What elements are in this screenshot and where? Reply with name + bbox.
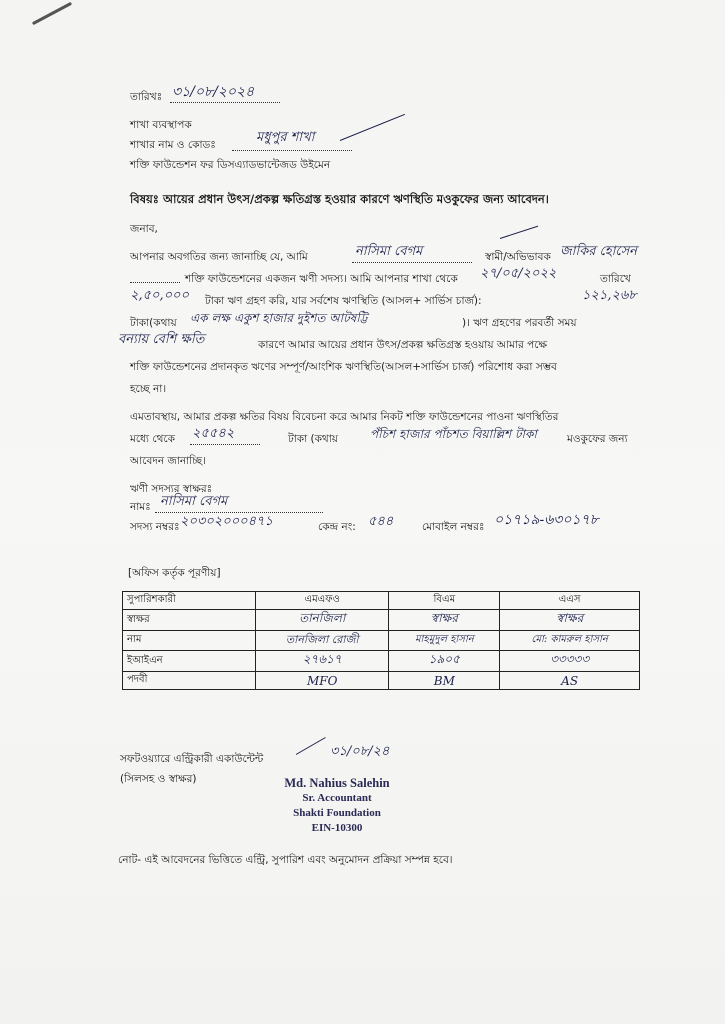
accountant-sub: (সিলসহ ও স্বাক্ষর) [120,773,197,785]
reason-handwritten: বন্যায় বেশি ক্ষতি [118,332,205,347]
addressee: শাখা ব্যবস্থাপক [130,119,192,131]
p1-line4: )। ঋণ গ্রহণের পরবর্তী সময় [462,317,577,329]
check-stroke [500,226,538,239]
row-label: স্বাক্ষর [123,610,256,631]
table-cell: ৩৩৩৩৩ [500,651,640,672]
accountant-label: সফটওয়্যারে এন্ট্রিকারী একাউন্টেন্ট [120,753,264,765]
table-header: বিএম [389,592,500,610]
p2-line3: আবেদন জানাচ্ছি। [130,455,206,467]
date-value: ৩১/০৮/২০২৪ [172,84,255,100]
name-label: নামঃ [130,501,151,513]
p2-words-label: টাকা (কথায় [288,433,338,445]
p1-line1: আপনার অবগতির জন্য জানাচ্ছি যে, আমি [130,251,308,263]
stamp-org: Shakti Foundation [293,807,381,819]
p1-line2: শক্তি ফাউন্ডেশনের একজন ঋণী সদস্য। আমি আপনার শাখা থেকে [185,273,458,285]
row-label: ইআইএন [123,651,256,672]
table-cell: AS [500,672,640,690]
name-value: নাসিমা বেগম [160,494,228,509]
center-label: কেন্দ্র নং: [318,521,356,533]
row-label: নাম [123,631,256,651]
stamp-ein: EIN-10300 [311,822,363,834]
center-value: ৫৪৪ [368,514,394,529]
p1-line7: হচ্ছে না। [130,383,167,395]
p2-line1: এমতাবস্থায়, আমার প্রকল্প ক্ষতির বিষয় বিবেচনা করে আমার নিকট শক্তি ফাউন্ডেশনের পাওনা ঋণস্থিতির [130,411,559,423]
table-header: সুপারিশকারী [123,592,256,610]
table-row [123,651,640,672]
table-cell: স্বাক্ষর [389,610,500,631]
table-cell: মো: কামরুল হাসান [500,631,640,651]
branch-label: শাখার নাম ও কোডঃ [130,139,216,151]
p2-line2-end: মওকুফের জন্য [567,433,628,445]
office-use-label: [অফিস কর্তৃক পূরণীয়] [128,567,221,579]
waiver-words-handwritten: পঁচিশ হাজার পাঁচশত বিয়াল্লিশ টাকা [370,427,537,441]
mobile-label: মোবাইল নম্বরঃ [422,521,485,533]
table-cell: তানজিলা রোজী [256,631,389,651]
table-row [123,631,640,651]
table-row [123,672,640,690]
p1-words-label: টাকা(কথায় [130,317,177,329]
row-label: পদবী [123,672,256,690]
accountant-signature [296,737,326,755]
branch-value: মধুপুর শাখা [256,130,315,145]
table-cell: ১৯০৫ [389,651,500,672]
org-line: শক্তি ফাউন্ডেশন ফর ডিসএ্যাডভান্টেজড উইমেন [130,159,331,171]
accountant-date: ৩১/০৮/২৪ [330,744,390,759]
guardian-label: স্বামী/অভিভাবক [485,251,551,263]
mobile-value: ০১৭১৯-৬৩০১৭৮ [494,512,599,528]
guardian-handwritten: জাকির হোসেন [560,244,637,259]
p1-line3: টাকা ঋণ গ্রহণ করি, যার সর্বশেষ ঋণস্থিতি (আসল+ সার্ভিস চার্জ): [205,295,482,307]
table-header-row [123,592,640,610]
accountant-stamp [262,776,412,836]
table-cell: ২৭৬১৭ [256,651,389,672]
table-header: এএস [500,592,640,610]
p2-from-label: মধ্যে থেকে [130,433,175,445]
table-cell: MFO [256,672,389,690]
table-row [123,610,640,631]
table-cell: স্বাক্ষর [500,610,640,631]
subject-line: বিষয়ঃ আয়ের প্রধান উৎস/প্রকল্প ক্ষতিগ্রস্ত হওয়ার কারণে ঋণস্থিতি মওকুফের জন্য আবেদন। [130,192,549,206]
p1-line6: শক্তি ফাউন্ডেশনের প্রদানকৃত ঋণের সম্পূর্ণ/আংশিক ঋণস্থিতি(আসল+সার্ভিস চার্জ) পরিশোধ করা সম্ভব [130,361,557,373]
borrower-name-handwritten: নাসিমা বেগম [355,244,423,259]
note-line: নোট- এই আবেদনের ভিত্তিতে এন্ট্রি, সুপারিশ এবং অনুমোদন প্রক্রিয়া সম্পন্ন হবে। [118,854,453,866]
member-value: ২০৩০২০০০৪৭১ [180,514,273,529]
salutation: জনাব, [130,223,158,235]
p1-date-suffix: তারিখে [600,273,631,285]
stamp-title: Sr. Accountant [302,792,372,804]
branch-underline-stroke [340,114,405,141]
office-table [122,591,640,690]
balance-handwritten: ১২১,২৬৮ [582,288,637,303]
pen-mark [32,2,72,25]
table-cell: BM [389,672,500,690]
loan-date-handwritten: ২৭/০৫/২০২২ [480,266,557,281]
waiver-amount-handwritten: ২৫৫৪২ [192,426,235,441]
table-cell: মাহমুদুল হাসান [389,631,500,651]
table-header: এমএফও [256,592,389,610]
borrower-signature-label: ঋণী সদস্যর স্বাক্ষরঃ [130,483,213,495]
member-label: সদস্য নম্বরঃ [130,521,180,533]
date-label: তারিখঃ [130,91,163,103]
p1-line5: কারণে আমার আয়ের প্রধান উৎস/প্রকল্প ক্ষতিগ্রস্ত হওয়ায় আমার পক্ষে [258,339,547,351]
loan-amount-handwritten: ২,৫০,০০০ [130,288,189,303]
table-cell: তানজিলা [256,610,389,631]
stamp-name: Md. Nahius Salehin [284,776,390,790]
balance-words-handwritten: এক লক্ষ একুশ হাজার দুইশত আটষট্টি [190,311,368,325]
